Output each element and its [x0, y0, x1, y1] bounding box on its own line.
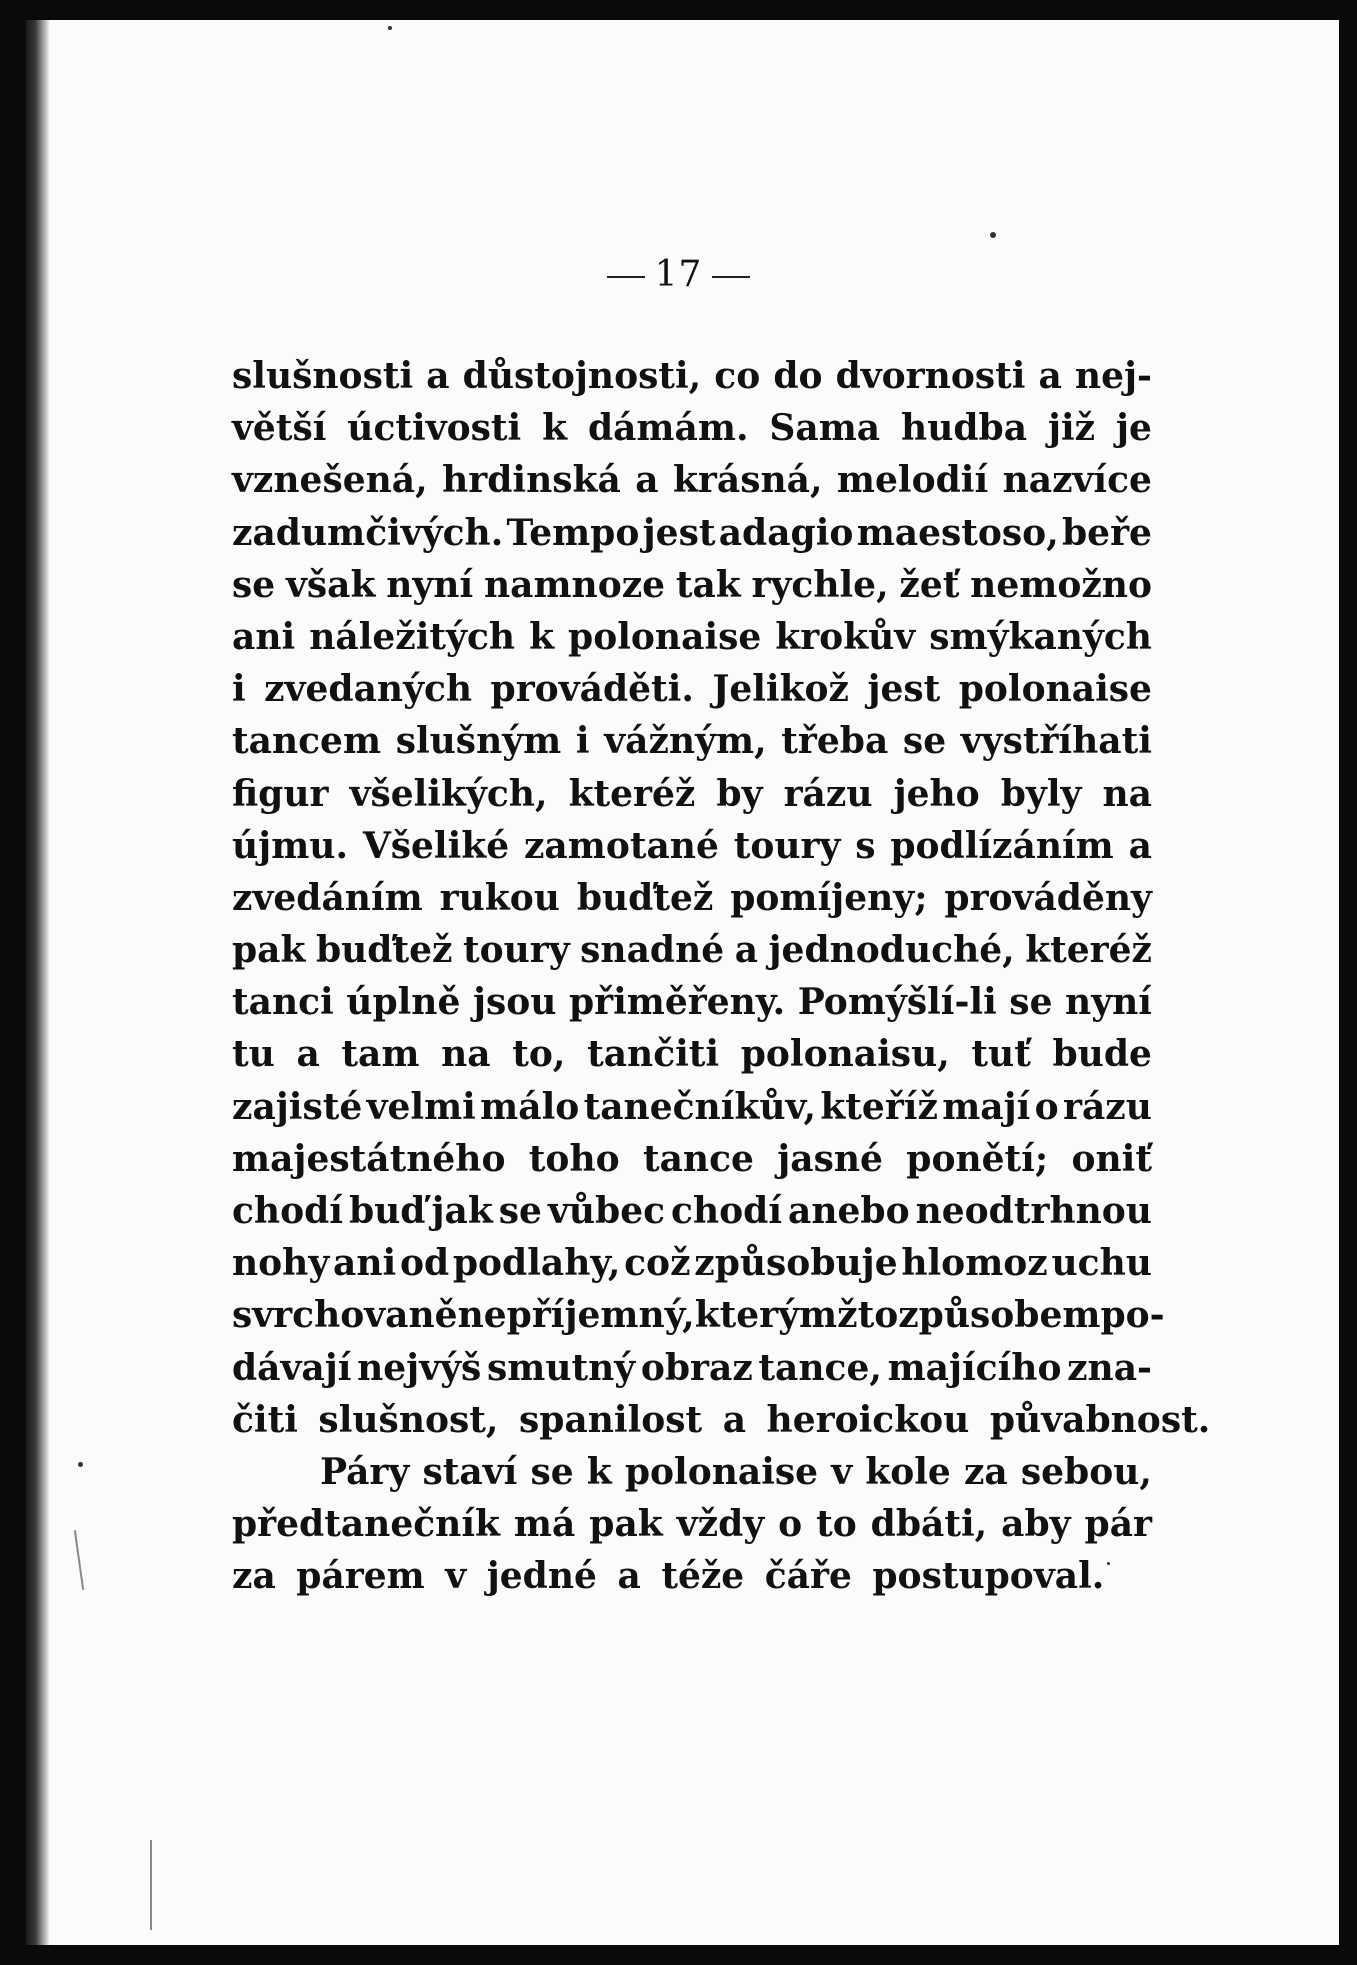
text-line: dávají nejvýš smutný obraz tance, majícího zna- [232, 1346, 1152, 1389]
text-line: slušnosti a důstojnosti, co do dvornosti a nej- [232, 355, 1152, 397]
text-line: tanci úplně jsou přiměřeny. Pomýšlí-li se nyní [232, 981, 1152, 1024]
text-line: figur všelikých, kteréž by rázu jeho byly na [232, 772, 1152, 815]
text-line: vznešená, hrdinská a krásná, melodií nazvíce [232, 459, 1152, 502]
header-dash-right [712, 276, 750, 278]
text-line: zajisté velmi málo tanečníkův, kteříž mají o rázu [232, 1085, 1152, 1128]
binding-edge [26, 20, 50, 1945]
text-line: zvedáním rukou buďtež pomíjeny; prováděny [232, 876, 1152, 919]
text-line: za párem v jedné a téže čáře postupoval. [232, 1555, 1105, 1598]
text-line: tancem slušným i vážným, třeba se vystříhati [232, 720, 1152, 763]
text-line: čiti slušnost, spanilost a heroickou půvabnost. [232, 1398, 1211, 1441]
scan-speck [78, 1462, 83, 1467]
text-line: tu a tam na to, tančiti polonaisu, tuť bude [232, 1033, 1152, 1076]
scan-speck [388, 26, 392, 30]
text-line: větší úctivosti k dámám. Sama hudba již je [232, 407, 1152, 450]
text-line: i zvedaných prováděti. Jelikož jest polonaise [232, 668, 1152, 711]
page-number-header [0, 254, 1357, 295]
page-number: 17 [654, 254, 703, 295]
scan-speck [990, 232, 996, 238]
scan-scratch [150, 1840, 152, 1930]
text-line: újmu. Všeliké zamotané toury s podlízáním a [232, 824, 1152, 867]
text-line: se však nyní namnoze tak rychle, žeť nemožno [232, 563, 1152, 606]
scan-speck [1107, 1562, 1110, 1565]
header-dash-left [607, 276, 645, 278]
text-line-indented: Páry staví se k polonaise v kole za sebou, [320, 1450, 1152, 1493]
text-line: nohy ani od podlahy, což způsobuje hlomoz uchu [232, 1242, 1152, 1285]
text-line: svrchovaně nepříjemný, kterýmžto způsobem po- [232, 1294, 1165, 1337]
text-line: pak buďtež toury snadné a jednoduché, kteréž [232, 929, 1152, 972]
text-line: ani náležitých k polonaise krokův smýkaných [232, 615, 1152, 658]
text-line: chodí buď jak se vůbec chodí anebo neodtrhnou [232, 1190, 1152, 1232]
text-line: majestátného toho tance jasné ponětí; oniť [232, 1137, 1152, 1180]
text-line: předtanečník má pak vždy o to dbáti, aby pár [232, 1503, 1152, 1546]
body-text [232, 350, 1211, 1603]
text-line: zadumčivých. Tempo jest adagio maestoso, beře [232, 511, 1152, 554]
